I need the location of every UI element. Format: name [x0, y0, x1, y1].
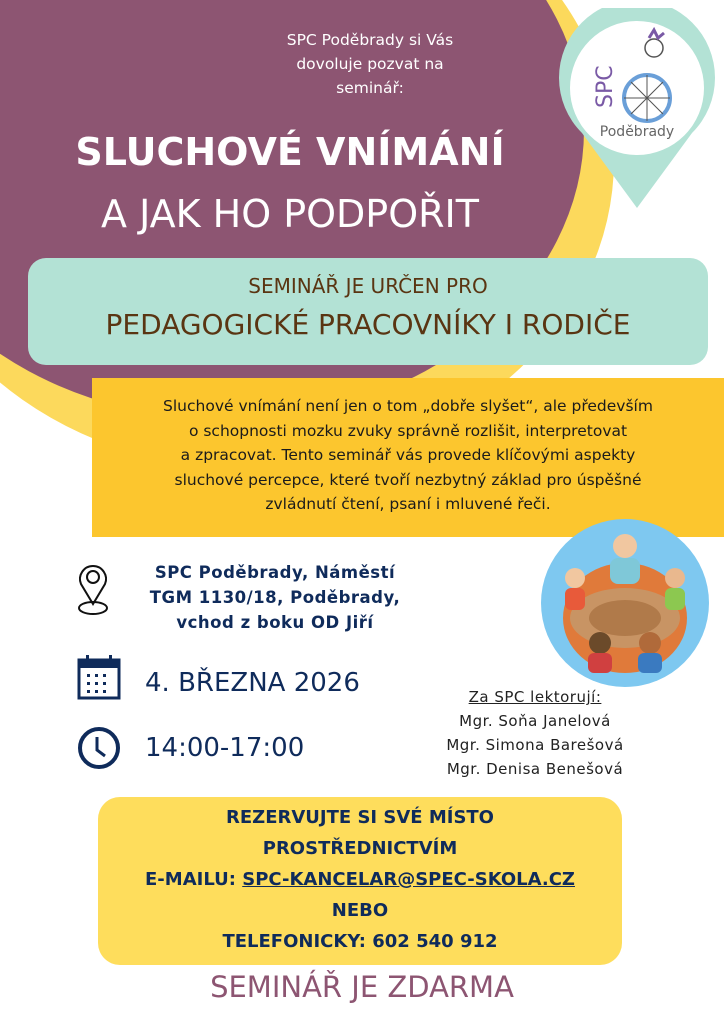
- reservation-email-line: [98, 864, 622, 895]
- address-line: TGM 1130/18, Poděbrady,: [149, 588, 401, 607]
- children-circle-illustration: [540, 518, 710, 688]
- title-line-1: SLUCHOVÉ VNÍMÁNÍ: [75, 130, 505, 174]
- calendar-icon: [77, 654, 121, 700]
- lecturers-list: [420, 685, 650, 781]
- description-line: sluchové percepce, které tvoří nezbytný základ pro úspěšné: [174, 470, 642, 489]
- lecturers-heading: Za SPC lektorují:: [468, 688, 602, 706]
- reservation-line: REZERVUJTE SI SVÉ MÍSTO: [226, 807, 494, 828]
- lecturer-name: Mgr. Denisa Benešová: [446, 760, 624, 778]
- reservation-line: PROSTŘEDNICTVÍM: [262, 838, 458, 859]
- reservation-box: [98, 797, 622, 965]
- email-label: E-MAILU:: [145, 869, 243, 890]
- audience-target: PEDAGOGICKÉ PRACOVNÍKY I RODIČE: [105, 308, 631, 341]
- invite-line: seminář:: [336, 79, 404, 97]
- audience-intro: SEMINÁŘ JE URČEN PRO: [248, 274, 488, 298]
- description-box: [92, 378, 724, 537]
- description-line: o schopnosti mozku zvuky správně rozlišit, interpretovat: [188, 421, 628, 440]
- logo-text-spc: SPC: [593, 65, 618, 108]
- invite-line: dovoluje pozvat na: [296, 55, 444, 73]
- invite-line: SPC Poděbrady si Vás: [286, 31, 454, 49]
- lecturer-name: Mgr. Simona Barešová: [446, 736, 624, 754]
- venue-address: [130, 560, 420, 635]
- description-line: zvládnutí čtení, psaní i mluvené řeči.: [265, 495, 551, 513]
- description-line: a zpracovat. Tento seminář vás provede klíčovými aspekty: [180, 446, 636, 464]
- reservation-line: NEBO: [331, 900, 389, 921]
- address-line: SPC Poděbrady, Náměstí: [154, 563, 396, 582]
- spc-logo-pin: [557, 8, 717, 213]
- reservation-phone: TELEFONICKY: 602 540 912: [222, 931, 498, 952]
- location-pin-icon: [76, 562, 110, 618]
- address-line: vchod z boku OD Jiří: [176, 613, 374, 632]
- invitation-text: [250, 28, 490, 100]
- lecturer-name: Mgr. Soňa Janelová: [459, 712, 611, 730]
- event-date: 4. BŘEZNA 2026: [145, 668, 360, 698]
- free-seminar-note: SEMINÁŘ JE ZDARMA: [210, 970, 514, 1004]
- clock-icon: [77, 726, 121, 770]
- title-line-2: A JAK HO PODPOŘIT: [101, 192, 479, 236]
- email-link[interactable]: SPC-KANCELAR@SPEC-SKOLA.CZ: [242, 869, 575, 890]
- audience-box: [28, 258, 708, 365]
- event-time: 14:00-17:00: [145, 733, 305, 763]
- logo-text-podebrady: Poděbrady: [599, 124, 675, 140]
- description-line: Sluchové vnímání není jen o tom „dobře slyšet“, ale především: [163, 397, 653, 415]
